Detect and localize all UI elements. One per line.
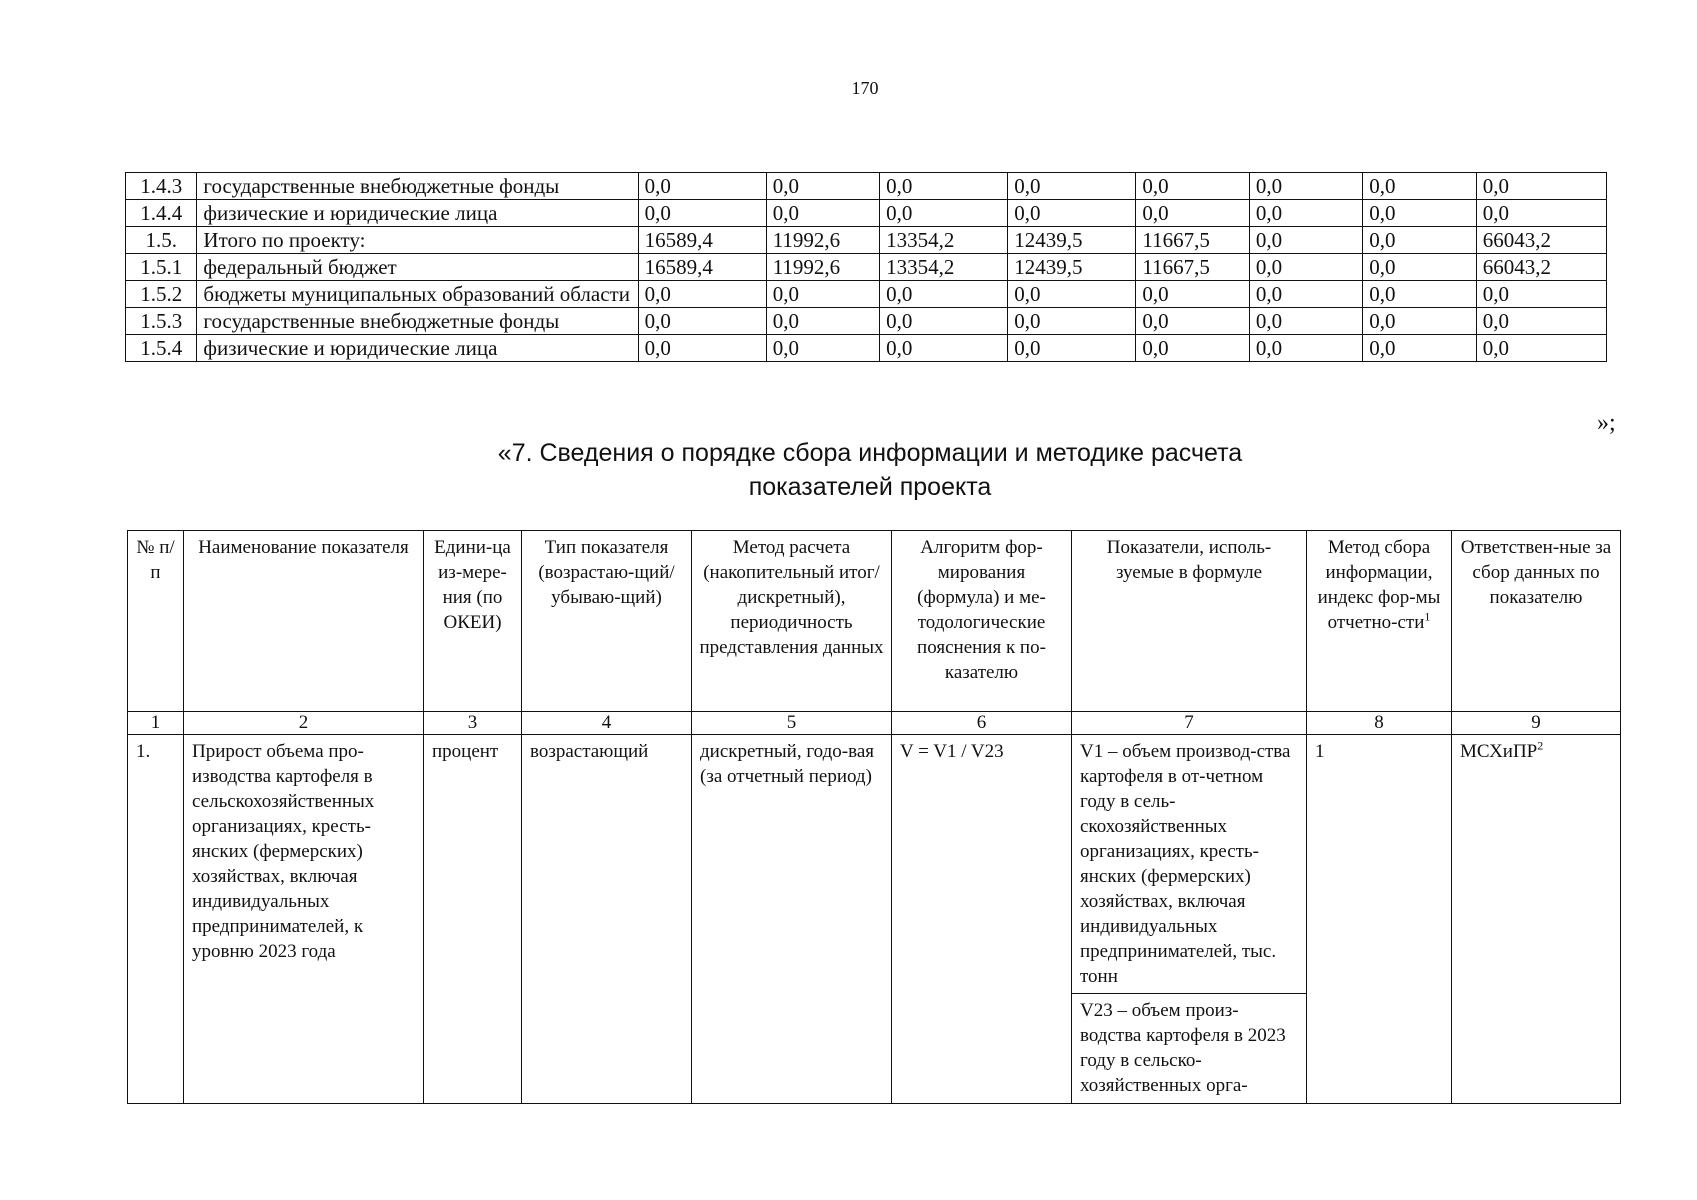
indicator-unit: процент — [424, 735, 522, 1104]
column-number: 6 — [892, 712, 1072, 735]
financing-value-cell: 13354,2 — [880, 254, 1008, 281]
financing-row — [126, 254, 1607, 281]
financing-value-cell: 0,0 — [1249, 281, 1362, 308]
financing-value-cell: 0,0 — [1249, 335, 1362, 362]
column-number: 9 — [1452, 712, 1621, 735]
section-title-line1: «7. Сведения о порядке сбора информации и методике расчета — [497, 439, 1243, 467]
financing-value-cell: 0,0 — [766, 335, 879, 362]
financing-value-cell: 11992,6 — [766, 254, 879, 281]
column-number: 2 — [184, 712, 424, 735]
indicators-header-row — [128, 531, 1621, 712]
financing-row-name: федеральный бюджет — [197, 254, 638, 281]
header-variables: Показатели, исполь-зуемые в формуле — [1072, 531, 1307, 712]
indicator-formula: V = V1 / V23 — [892, 735, 1072, 1104]
financing-row — [126, 308, 1607, 335]
financing-row — [126, 173, 1607, 200]
section-title-line2: показателей проекта — [748, 473, 992, 501]
indicator-variables — [1072, 735, 1307, 1104]
financing-value-cell: 0,0 — [880, 335, 1008, 362]
financing-value-cell: 66043,2 — [1476, 254, 1606, 281]
financing-table — [125, 172, 1607, 362]
indicator-responsible — [1452, 735, 1621, 1104]
closing-quote: »; — [1597, 410, 1616, 436]
financing-row-name: физические и юридические лица — [197, 200, 638, 227]
financing-value-cell: 0,0 — [766, 200, 879, 227]
financing-value-cell: 0,0 — [1363, 227, 1476, 254]
financing-value-cell: 0,0 — [1363, 281, 1476, 308]
financing-value-cell: 0,0 — [880, 200, 1008, 227]
indicator-number: 1. — [128, 735, 184, 1104]
financing-value-cell: 0,0 — [766, 173, 879, 200]
financing-value-cell: 0,0 — [1008, 200, 1136, 227]
column-number: 4 — [522, 712, 692, 735]
financing-value-cell: 0,0 — [1363, 173, 1476, 200]
footnote-1-mark: 1 — [1424, 609, 1431, 624]
column-number: 8 — [1307, 712, 1452, 735]
financing-row-code: 1.4.4 — [126, 200, 197, 227]
financing-value-cell: 11992,6 — [766, 227, 879, 254]
financing-row-code: 1.4.3 — [126, 173, 197, 200]
financing-value-cell: 0,0 — [1363, 308, 1476, 335]
financing-value-cell: 0,0 — [1136, 281, 1249, 308]
financing-row — [126, 227, 1607, 254]
financing-value-cell: 0,0 — [1249, 308, 1362, 335]
financing-value-cell: 0,0 — [1363, 200, 1476, 227]
financing-value-cell: 0,0 — [1136, 200, 1249, 227]
variable-v1: V1 – объем производ-ства картофеля в от-четном году в сель-скохозяйственных организациях, кресть-янских (фермерских) хозяйствах, включая индивидуальных предпринимателей, тыс. тонн — [1072, 739, 1306, 994]
financing-row-name: государственные внебюджетные фонды — [197, 308, 638, 335]
header-collect-method-text: Метод сбора информации, индекс фор-мы отчетно-сти — [1317, 537, 1441, 633]
financing-value-cell: 0,0 — [1008, 335, 1136, 362]
financing-value-cell: 0,0 — [1136, 173, 1249, 200]
financing-value-cell: 0,0 — [1008, 173, 1136, 200]
financing-value-cell: 0,0 — [1008, 281, 1136, 308]
column-numbers-row — [128, 712, 1621, 735]
financing-row-name: бюджеты муниципальных образований области — [197, 281, 638, 308]
financing-row-code: 1.5.1 — [126, 254, 197, 281]
indicator-collect-method: 1 — [1307, 735, 1452, 1104]
column-number: 3 — [424, 712, 522, 735]
financing-value-cell: 0,0 — [1476, 308, 1606, 335]
header-name: Наименование показателя — [184, 531, 424, 712]
page-number: 170 — [851, 78, 879, 98]
indicator-name: Прирост объема про-изводства картофеля в сельскохозяйственных организациях, кресть-янских (фермерских) хозяйствах, включая индивидуальных предпринимателей, к уровню 2023 года — [184, 735, 424, 1104]
financing-value-cell: 0,0 — [638, 335, 766, 362]
header-type: Тип показателя (возрастаю-щий/ убываю-щий) — [522, 531, 692, 712]
financing-row-code: 1.5.2 — [126, 281, 197, 308]
financing-value-cell: 0,0 — [638, 281, 766, 308]
financing-row-code: 1.5.3 — [126, 308, 197, 335]
financing-value-cell: 0,0 — [1363, 254, 1476, 281]
financing-value-cell: 0,0 — [1249, 200, 1362, 227]
financing-value-cell: 0,0 — [638, 308, 766, 335]
financing-value-cell: 13354,2 — [880, 227, 1008, 254]
financing-value-cell: 16589,4 — [638, 227, 766, 254]
financing-value-cell: 0,0 — [1136, 335, 1249, 362]
indicator-row — [128, 735, 1621, 1104]
header-collect-method — [1307, 531, 1452, 712]
financing-row-name: государственные внебюджетные фонды — [197, 173, 638, 200]
financing-row-code: 1.5.4 — [126, 335, 197, 362]
financing-value-cell: 0,0 — [1008, 308, 1136, 335]
financing-value-cell: 0,0 — [1476, 200, 1606, 227]
financing-row-name: физические и юридические лица — [197, 335, 638, 362]
column-number: 1 — [128, 712, 184, 735]
financing-value-cell: 66043,2 — [1476, 227, 1606, 254]
financing-value-cell: 0,0 — [1476, 335, 1606, 362]
financing-value-cell: 16589,4 — [638, 254, 766, 281]
header-number: № п/п — [128, 531, 184, 712]
header-method: Метод расчета (накопительный итог/дискретный), периодичность представления данных — [692, 531, 892, 712]
financing-row-name: Итого по проекту: — [197, 227, 638, 254]
financing-value-cell: 0,0 — [1249, 173, 1362, 200]
financing-value-cell: 0,0 — [766, 281, 879, 308]
footnote-2-mark: 2 — [1537, 738, 1544, 753]
column-number: 7 — [1072, 712, 1307, 735]
header-algorithm: Алгоритм фор-мирования (формула) и ме-тодологические пояснения к по-казателю — [892, 531, 1072, 712]
financing-value-cell: 0,0 — [1136, 308, 1249, 335]
financing-value-cell: 11667,5 — [1136, 227, 1249, 254]
financing-value-cell: 0,0 — [638, 173, 766, 200]
column-number: 5 — [692, 712, 892, 735]
financing-value-cell: 12439,5 — [1008, 227, 1136, 254]
financing-value-cell: 0,0 — [880, 173, 1008, 200]
financing-value-cell: 0,0 — [766, 308, 879, 335]
financing-value-cell: 0,0 — [638, 200, 766, 227]
financing-value-cell: 0,0 — [880, 281, 1008, 308]
indicator-type: возрастающий — [522, 735, 692, 1104]
financing-value-cell: 0,0 — [880, 308, 1008, 335]
financing-value-cell: 0,0 — [1249, 254, 1362, 281]
financing-value-cell: 0,0 — [1363, 335, 1476, 362]
financing-row — [126, 200, 1607, 227]
section-title — [440, 436, 1300, 504]
indicator-responsible-text: МСХиПР — [1460, 741, 1538, 762]
financing-value-cell: 12439,5 — [1008, 254, 1136, 281]
financing-row — [126, 281, 1607, 308]
financing-value-cell: 0,0 — [1476, 173, 1606, 200]
financing-value-cell: 11667,5 — [1136, 254, 1249, 281]
indicator-method: дискретный, годо-вая (за отчетный период) — [692, 735, 892, 1104]
indicators-table — [127, 530, 1621, 1104]
variable-v23: V23 – объем произ-водства картофеля в 2023 году в сельско-хозяйственных орга- — [1080, 1000, 1286, 1096]
financing-value-cell: 0,0 — [1249, 227, 1362, 254]
header-responsible: Ответствен-ные за сбор данных по показателю — [1452, 531, 1621, 712]
financing-row-code: 1.5. — [126, 227, 197, 254]
financing-row — [126, 335, 1607, 362]
header-unit: Едини-ца из-мере-ния (по ОКЕИ) — [424, 531, 522, 712]
financing-value-cell: 0,0 — [1476, 281, 1606, 308]
